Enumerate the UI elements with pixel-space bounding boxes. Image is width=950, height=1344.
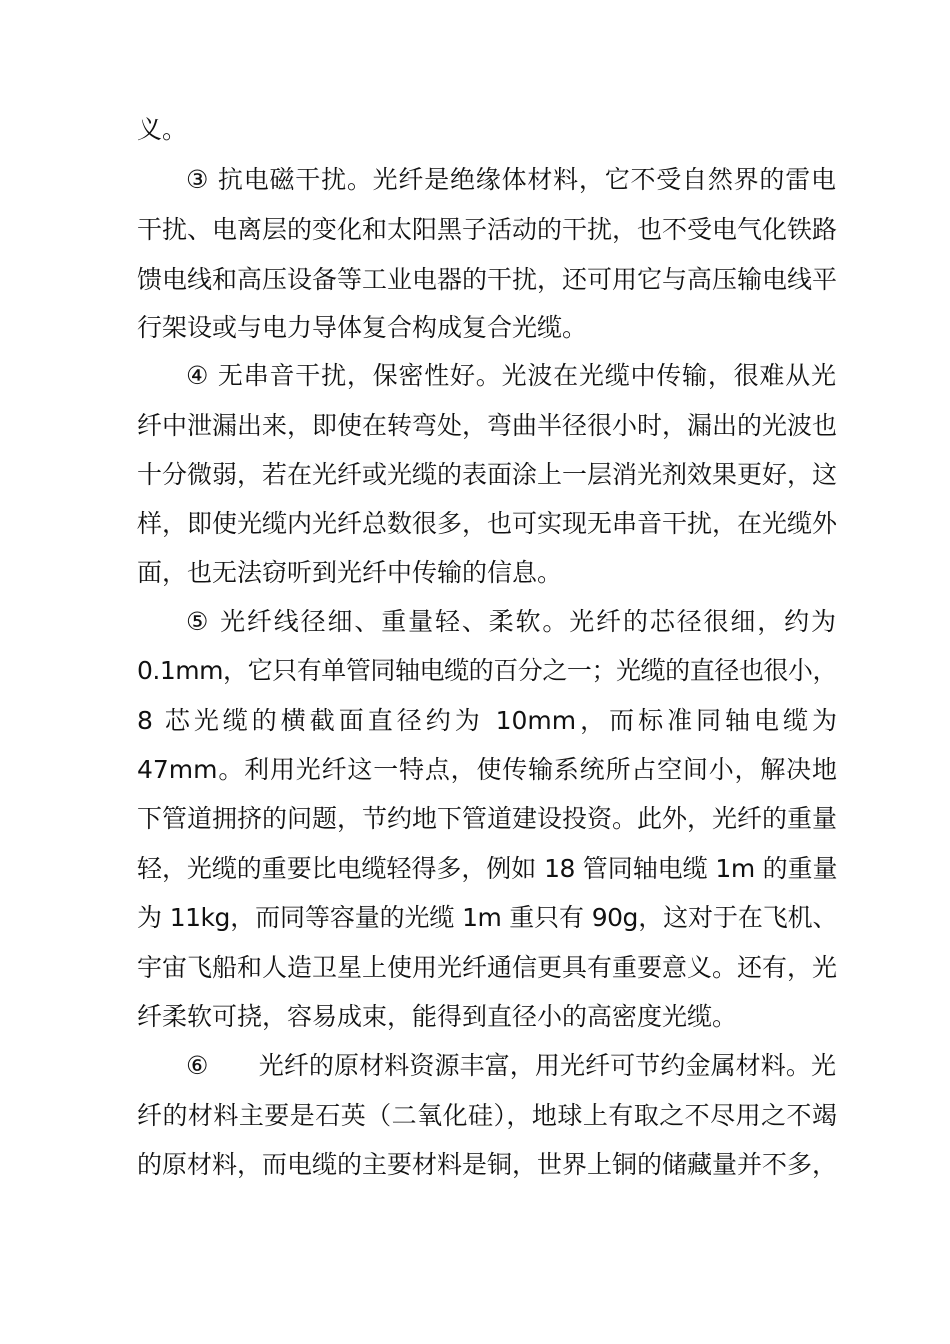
paragraph-6-line: 的原材料，而电缆的主要材料是铜，世界上铜的储藏量并不多， <box>137 1150 837 1179</box>
paragraph-5-line: 纤柔软可挠，容易成束，能得到直径小的高密度光缆。 <box>137 1002 738 1031</box>
paragraph-4-line: 样，即使光缆内光纤总数很多，也可实现无串音干扰，在光缆外 <box>137 509 837 538</box>
paragraph-5-line: 8 芯光缆的横截面直径约为 10mm，而标准同轴电缆为 <box>137 706 837 735</box>
paragraph-5-line: 下管道拥挤的问题，节约地下管道建设投资。此外，光纤的重量 <box>137 804 837 833</box>
paragraph-5-line: 为 11kg，而同等容量的光缆 1m 重只有 90g，这对于在飞机、 <box>137 903 837 932</box>
paragraph-4-line: 纤中泄漏出来，即使在转弯处，弯曲半径很小时，漏出的光波也 <box>137 411 837 440</box>
paragraph-6-line: 纤的材料主要是石英（二氧化硅），地球上有取之不尽用之不竭 <box>137 1101 837 1130</box>
paragraph-6-line: ⑥ 光纤的原材料资源丰富，用光纤可节约金属材料。光 <box>186 1051 836 1080</box>
paragraph-5-line: 47mm。利用光纤这一特点，使传输系统所占空间小，解决地 <box>137 755 837 784</box>
paragraph-5-line: ⑤ 光纤线径细、重量轻、柔软。光纤的芯径很细，约为 <box>186 607 836 636</box>
paragraph-3-line: 行架设或与电力导体复合构成复合光缆。 <box>137 313 588 342</box>
paragraph-3-line: ③ 抗电磁干扰。光纤是绝缘体材料，它不受自然界的雷电 <box>186 165 836 194</box>
paragraph-5-line: 宇宙飞船和人造卫星上使用光纤通信更具有重要意义。还有，光 <box>137 953 837 982</box>
paragraph-3-line: 馈电线和高压设备等工业电器的干扰，还可用它与高压输电线平 <box>137 265 837 294</box>
paragraph-5-line: 轻，光缆的重要比电缆轻得多，例如 18 管同轴电缆 1m 的重量 <box>137 854 837 883</box>
paragraph-4-line: ④ 无串音干扰，保密性好。光波在光缆中传输，很难从光 <box>186 361 836 390</box>
text-line: 义。 <box>137 115 188 144</box>
paragraph-4-line: 十分微弱，若在光纤或光缆的表面涂上一层消光剂效果更好，这 <box>137 460 837 489</box>
paragraph-5-line: 0.1mm，它只有单管同轴电缆的百分之一；光缆的直径也很小， <box>137 656 837 685</box>
paragraph-4-line: 面，也无法窃听到光纤中传输的信息。 <box>137 558 563 587</box>
paragraph-3-line: 干扰、电离层的变化和太阳黑子活动的干扰，也不受电气化铁路 <box>137 215 837 244</box>
